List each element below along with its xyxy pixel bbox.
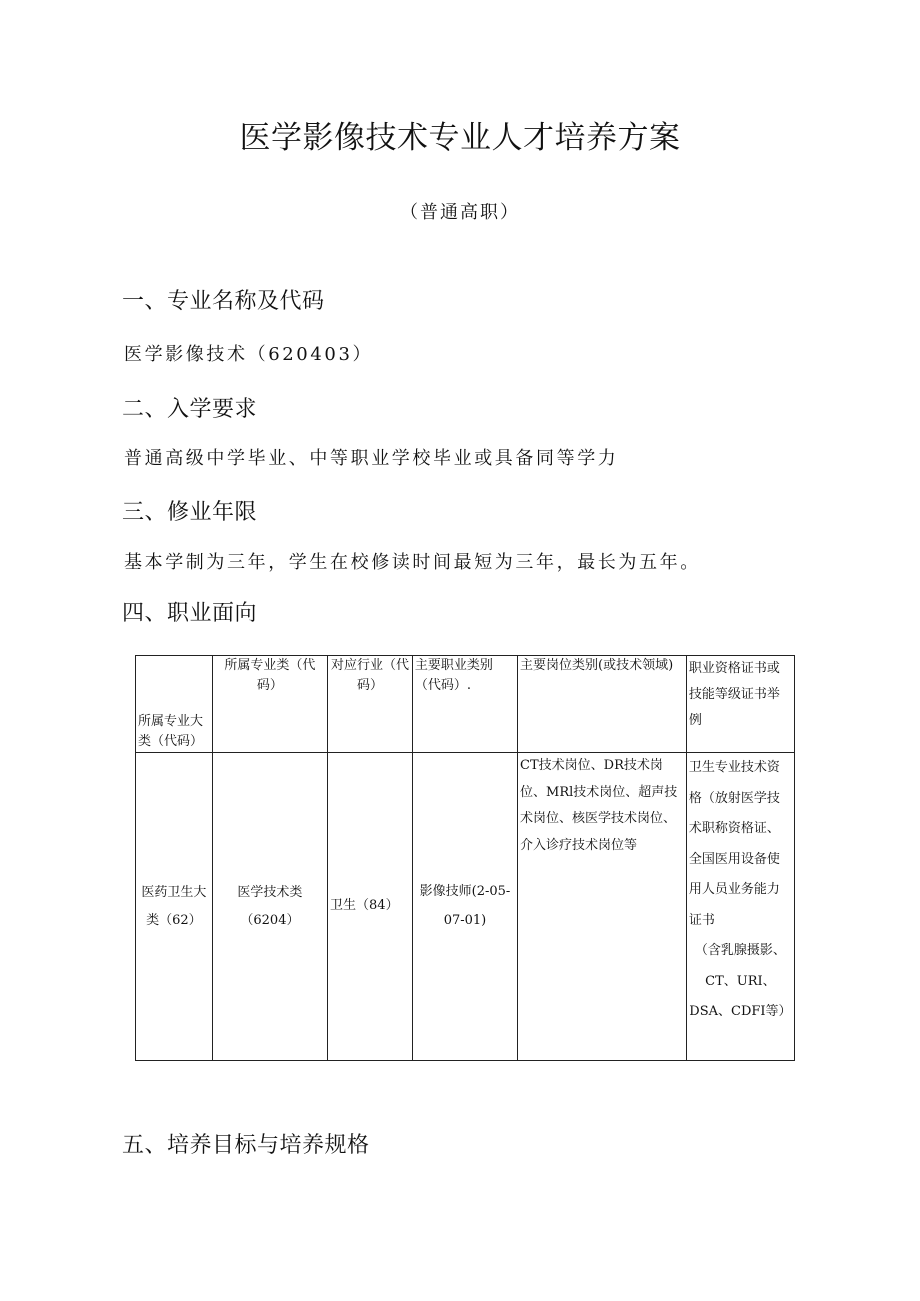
header-major-class: 所属专业类（代码） [212,656,327,753]
cell-certificates [686,753,794,1061]
section-heading-admission: 二、入学要求 [122,397,258,422]
section-text-duration: 基本学制为三年，学生在校修读时间最短为三年，最长为五年。 [124,552,701,573]
section-heading-career: 四、职业面向 [122,601,258,626]
certificates-note: （含乳腺摄影、CT、URI、DSA、CDFI等） [689,943,792,1020]
career-table-row [136,753,795,1061]
section-heading-objectives: 五、培养目标与培养规格 [122,1133,370,1158]
cell-major-class: 医学技术类（6204） [212,753,327,1061]
document-title: 医学影像技术专业人才培养方案 [239,120,681,156]
certificates-main: 卫生专业技术资格（放射医学技术职称资格证、全国医用设备使用人员业务能力证书 [688,760,780,928]
section-text-admission: 普通高级中学毕业、中等职业学校毕业或具备同等学力 [124,448,619,469]
header-occupation: 主要职业类别（代码）. [412,656,517,753]
cell-industry: 卫生（84） [328,753,413,1061]
career-table-header-row [136,656,795,753]
header-major-category: 所属专业大类（代码） [136,656,213,753]
section-text-major-name: 医学影像技术（620403） [124,344,374,365]
section-heading-duration: 三、修业年限 [122,500,258,525]
section-heading-major-name: 一、专业名称及代码 [122,289,325,314]
header-positions: 主要岗位类别(或技术领域) [518,656,687,753]
cell-major-category: 医药卫生大类（62） [136,753,213,1061]
header-industry: 对应行业（代码） [328,656,413,753]
cell-occupation: 影像技师(2-05-07-01) [412,753,517,1061]
header-certificates: 职业资格证书或技能等级证书举例 [686,656,794,753]
document-subtitle: （普通高职） [400,202,520,223]
cell-positions: CT技术岗位、DR技术岗位、MRl技术岗位、超声技术岗位、核医学技术岗位、介入诊疗技术岗位等 [518,753,687,1061]
career-table [135,655,795,1061]
